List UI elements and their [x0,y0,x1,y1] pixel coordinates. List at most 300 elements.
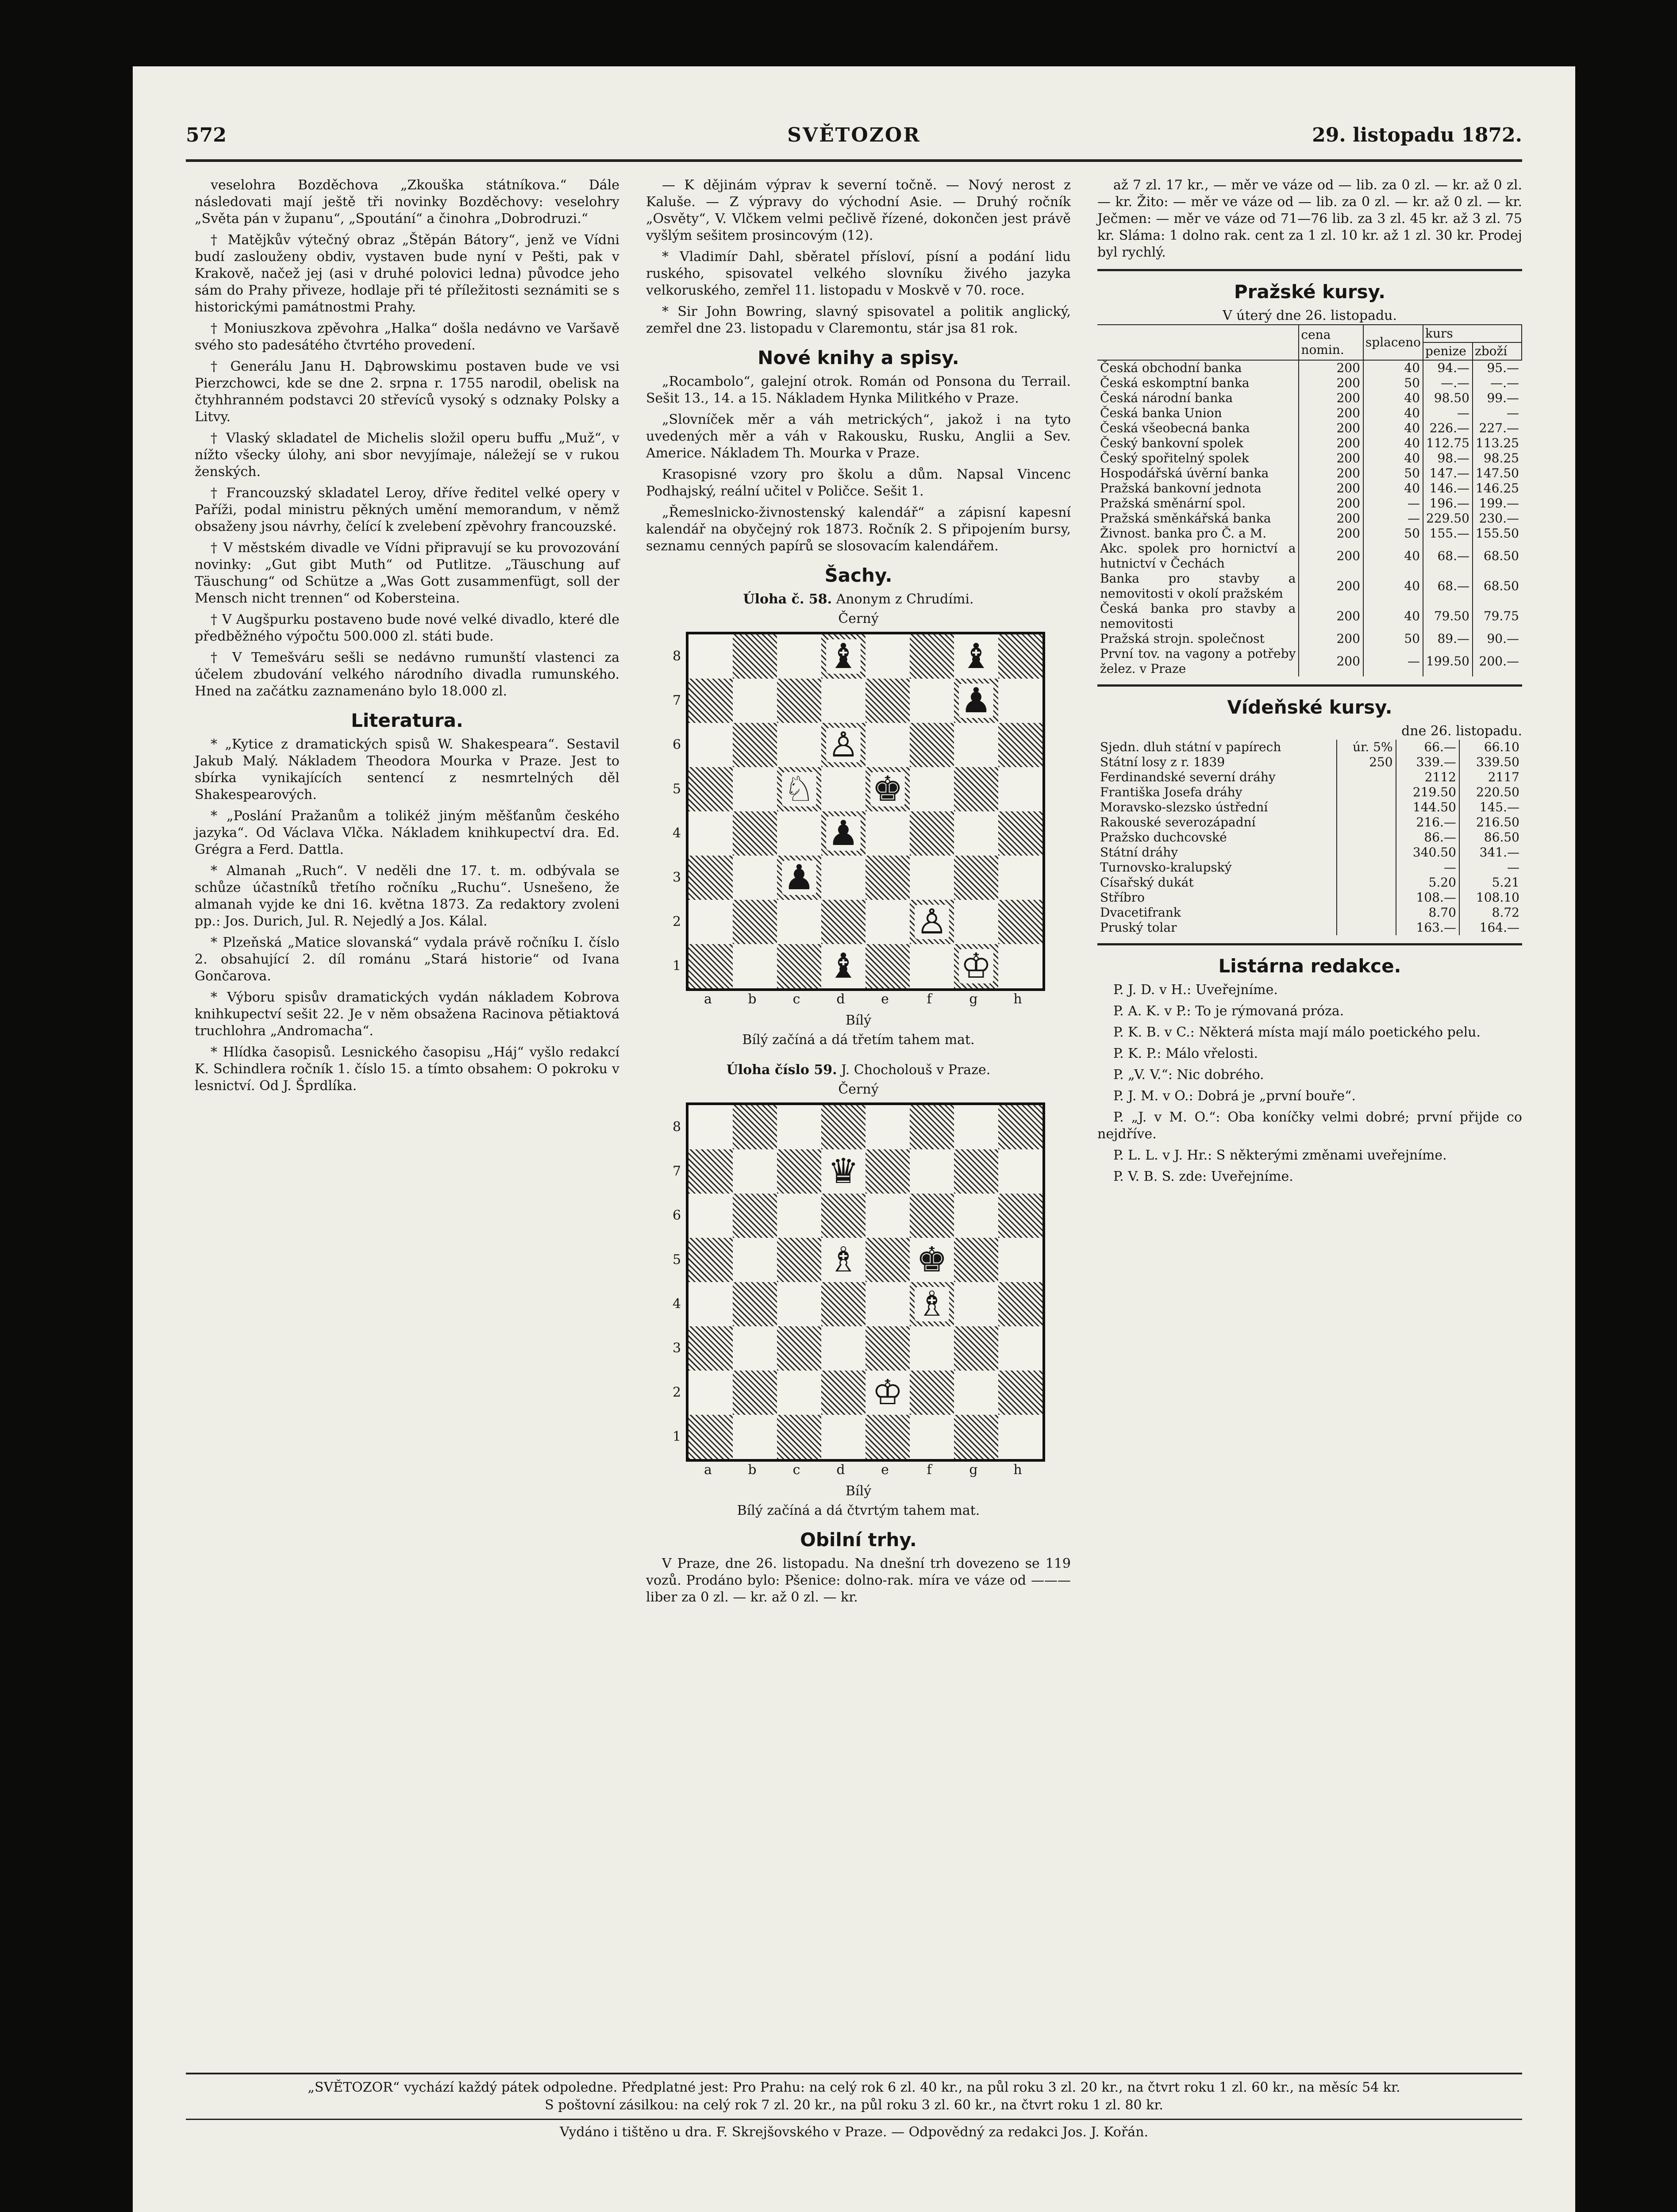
value-cell: 98.50 [1423,391,1473,406]
rank-label: 7 [673,1164,681,1179]
value-cell: 200 [1299,601,1363,631]
value-cell [1337,920,1396,935]
table-row [1097,770,1522,785]
board-square [688,767,733,811]
table-row [1097,360,1522,376]
table-row [1097,421,1522,436]
board-square [910,1194,954,1238]
board-square [910,856,954,900]
value-cell: 147.— [1423,466,1473,481]
value-cell: 200 [1299,451,1363,466]
value-cell: 50 [1363,631,1423,646]
board-square [910,679,954,723]
chess-problem-58-title: Úloha č. 58. Anonym z Chrudími. [743,591,974,607]
board-square [865,1194,910,1238]
security-name: Pruský tolar [1100,920,1177,935]
chess-board-58 [673,632,1044,1008]
value-cell: 98.25 [1473,451,1522,466]
value-cell: 250 [1337,755,1396,770]
page-footer [186,2073,1522,2141]
value-cell: 79.75 [1473,601,1522,631]
value-cell: 99.— [1473,391,1522,406]
rank-label: 3 [673,1340,681,1356]
table-row [1097,860,1522,875]
value-cell: úr. 5% [1337,740,1396,755]
value-cell: 108.10 [1459,890,1522,905]
board-square [821,900,865,944]
listarna-item: P. K. P.: Málo vřelosti. [1113,1046,1258,1061]
value-cell: 144.50 [1396,800,1459,815]
file-label: h [1013,991,1022,1007]
board-square [688,679,733,723]
value-cell: 98.— [1423,451,1473,466]
news-item: * Vladimír Dahl, sběratel přísloví, písní a podání lidu ruského, spisovatel velkého slovníku živého jazyka velkoruského, zemřel 11. listopadu v Moskvě v 70. roce. [646,249,1071,298]
value-cell [1337,785,1396,800]
news-item: † Moniuszkova zpěvohra „Halka“ došla nedávno ve Varšavě svého sto padesátého čtvrtého provedení. [195,321,619,353]
divider [1097,684,1522,687]
value-cell: 216.50 [1459,815,1522,830]
board-square [821,1194,865,1238]
board-square [910,1282,954,1326]
board-square [688,856,733,900]
page-number: 572 [186,124,227,146]
value-cell: 113.25 [1473,436,1522,451]
value-cell: 50 [1363,376,1423,391]
table-row [1097,406,1522,421]
table-row [1097,436,1522,451]
chess-piece: ♟ [826,816,861,851]
board-square [688,944,733,988]
board-square [954,900,998,944]
board-square [821,1415,865,1459]
board-square [688,1415,733,1459]
table-row [1097,920,1522,935]
chess-piece: ♙ [826,728,861,762]
rank-label: 6 [673,737,681,753]
listarna-item: P. „J. v M. O.“: Oba koníčky velmi dobré; první přijde co nejdříve. [1097,1110,1522,1142]
board-square [998,1282,1042,1326]
file-label: a [704,991,712,1007]
value-cell [1337,800,1396,815]
security-name: Dvacetifrank [1100,905,1181,920]
security-name: Pražská směnární spol. [1100,496,1246,511]
board-square [998,856,1042,900]
board-square [733,811,777,856]
board-square [910,1326,954,1371]
board-square [821,723,865,767]
file-label: f [927,1462,932,1478]
news-item: veselohra Bozděchova „Zkouška státníkova.“ Dále následovati mají ještě tři novinky Bozděchovy: veselohry „Světa pán v županu“, „Spoutání“ a činohra „Dobrodruzi.“ [195,177,619,227]
rank-label: 4 [673,1296,681,1312]
file-label: d [836,1462,845,1478]
board-square [865,900,910,944]
table-row [1097,646,1522,676]
board-square [954,1238,998,1282]
board-square [777,900,821,944]
chess-problem-note: Bílý začíná a dá čtvrtým tahem mat. [737,1503,980,1518]
rank-label: 5 [673,1252,681,1267]
board-square [777,1371,821,1415]
table-row [1097,511,1522,526]
section-title-literatura: Literatura. [351,710,463,731]
table-row [1097,905,1522,920]
value-cell: 8.70 [1396,905,1459,920]
table-row [1097,451,1522,466]
security-name: Živnost. banka pro Č. a M. [1100,526,1267,541]
board-square [998,900,1042,944]
value-cell: 86.— [1396,830,1459,845]
rank-label: 4 [673,826,681,841]
board-square [865,1105,910,1149]
value-cell: —.— [1423,376,1473,391]
table-row [1097,376,1522,391]
board-square [954,1149,998,1194]
value-cell: 199.— [1473,496,1522,511]
board-square [910,944,954,988]
value-cell: 200 [1299,511,1363,526]
board-square [821,1371,865,1415]
value-cell: 200 [1299,481,1363,496]
board-square [733,900,777,944]
value-cell: 68.50 [1473,571,1522,601]
board-square [954,1326,998,1371]
value-cell: 40 [1363,406,1423,421]
board-square [733,767,777,811]
board-square [910,811,954,856]
value-cell: 339.50 [1459,755,1522,770]
file-label: h [1013,1462,1022,1478]
value-cell: 200 [1299,631,1363,646]
value-cell: 200 [1299,496,1363,511]
board-square [733,1194,777,1238]
value-cell: 40 [1363,436,1423,451]
security-name: Česká obchodní banka [1100,361,1242,375]
security-name: Akc. spolek pro hornictví a hutnictví v Čechách [1100,541,1296,571]
rank-label: 1 [673,958,681,974]
board-square [954,767,998,811]
subscription-line: „SVĚTOZOR“ vychází každý pátek odpoledne. Předplatné jest: Pro Prahu: na celý rok 6 zl. 40 kr., na půl roku 3 zl. 20 kr., na čtvrt roku 1 zl. 60 kr., na měsíc 54 kr. [308,2080,1400,2095]
value-cell: 341.— [1459,845,1522,860]
value-cell: 226.— [1423,421,1473,436]
value-cell: 108.— [1396,890,1459,905]
board-square [998,944,1042,988]
prague-kursy-subtitle: V úterý dne 26. listopadu. [1222,308,1397,323]
book-item: „Slovníček měr a váh metrických“, jakož i na tyto uvedených měr a váh v Rakousku, Rusku, Anglii a Sev. Americe. Nákladem Th. Mourka v Praze. [646,412,1071,461]
file-label: d [836,991,845,1007]
chess-problem-note: Bílý začíná a dá třetím tahem mat. [742,1032,975,1048]
chess-piece: ♗ [915,1287,949,1321]
rank-label: 7 [673,693,681,708]
board-square [954,723,998,767]
board-square [821,767,865,811]
col-header: cena nomin. [1299,325,1363,360]
value-cell: 40 [1363,360,1423,376]
value-cell: — [1363,496,1423,511]
board-square [733,1105,777,1149]
chess-problem-59-title: Úloha číslo 59. J. Chocholouš v Praze. [726,1062,991,1078]
board-square [998,767,1042,811]
board-square [865,944,910,988]
value-cell: 200 [1299,571,1363,601]
value-cell: 200 [1299,646,1363,676]
literature-item: * Plzeňská „Matice slovanská“ vydala právě ročníku I. číslo 2. obsahující 2. díl románu „Stará historie“ od Ivana Gončarova. [195,935,619,984]
value-cell [1337,830,1396,845]
security-name: Ferdinandské severní dráhy [1100,770,1276,784]
board-square [998,811,1042,856]
column-1 [195,177,619,2044]
value-cell: 40 [1363,421,1423,436]
board-square [777,1149,821,1194]
literature-item: * Výboru spisův dramatických vydán nákladem Kobrova knihkupectví sešit 22. Je v něm obsažena Racinova pětiaktová truchlohra „Andromacha“. [195,990,619,1039]
value-cell: 196.— [1423,496,1473,511]
value-cell [1337,845,1396,860]
board-square [954,1282,998,1326]
board-square [865,811,910,856]
value-cell: — [1363,646,1423,676]
table-row [1097,601,1522,631]
newspaper-page [133,66,1575,2212]
board-square [821,1149,865,1194]
value-cell: 145.— [1459,800,1522,815]
table-row [1097,845,1522,860]
value-cell [1337,770,1396,785]
board-square [865,1415,910,1459]
table-row [1097,830,1522,845]
security-name: Česká banka Union [1100,406,1222,420]
board-square [688,900,733,944]
board-square [688,1326,733,1371]
board-square [733,1149,777,1194]
value-cell: 89.— [1423,631,1473,646]
value-cell: 40 [1363,571,1423,601]
board-square [821,634,865,679]
table-row [1097,541,1522,571]
board-square [777,1238,821,1282]
board-square [733,1415,777,1459]
board-square [777,634,821,679]
board-square [954,944,998,988]
security-name: Česká všeobecná banka [1100,421,1250,435]
value-cell: 68.50 [1473,541,1522,571]
board-square [998,1238,1042,1282]
board-square [998,1371,1042,1415]
value-cell: — [1363,511,1423,526]
value-cell: 66.— [1396,740,1459,755]
literature-item: * Almanah „Ruch“. V neděli dne 17. t. m. odbývala se schůze účastníků třetího ročníku „Ruchu“. Usnešeno, že almanah vyjde ke dni 16. května 1873. Za redaktory zvoleni pp.: Jos. Durich, Jul. R. Nejedlý a Jos. Kálal. [195,863,619,929]
news-item: † Matějkův výtečný obraz „Štěpán Bátory“, jenž ve Vídni budí zaslouženy obdiv, vystaven bude nyní v Pešti, pak v Krakově, načež jej (asi v druhé polovici ledna) původce jeho sám do Prahy přiveze, hodlaje při té příležitosti seznámiti se s historickými památnostmi Prahy. [195,232,619,315]
board-square [954,634,998,679]
board-square [954,811,998,856]
board-square [998,634,1042,679]
listarna-item: P. V. B. S. zde: Uveřejníme. [1113,1169,1293,1184]
table-row [1097,800,1522,815]
news-item: † V Augšpurku postaveno bude nové velké divadlo, které dle předběžného výpočtu 500.000 zl. státi bude. [195,612,619,644]
security-name: Česká eskomptní banka [1100,376,1250,390]
board-square [821,679,865,723]
news-item: † Vlaský skladatel de Michelis složil operu buffu „Muž“, v nížto všecky úlohy, ani sbor nevyjímaje, náležejí se v rukou ženských. [195,430,619,480]
board-square [998,1194,1042,1238]
board-square [910,1149,954,1194]
board-square [688,1149,733,1194]
chess-piece: ♚ [915,1243,949,1277]
news-item: † V Temešváru sešli se nedávno rumunští vlastenci za účelem zbudování velkého národního divadla rumunského. Hned na začátku zaznamenáno bylo 18.000 zl. [195,650,619,699]
value-cell: 200.— [1473,646,1522,676]
value-cell: 146.— [1423,481,1473,496]
file-label: f [927,991,932,1007]
board-square [910,634,954,679]
value-cell: 200 [1299,421,1363,436]
security-name: Státní dráhy [1100,845,1178,860]
divider [1097,943,1522,945]
value-cell: 230.— [1473,511,1522,526]
table-row [1097,526,1522,541]
value-cell: — [1396,860,1459,875]
table-row [1097,875,1522,890]
vienna-kursy-subtitle: dne 26. listopadu. [1401,723,1522,739]
value-cell [1337,905,1396,920]
literature-item: * „Kytice z dramatických spisů W. Shakespeara“. Sestavil Jakub Malý. Nákladem Theodora Mourka v Praze. Jest to sbírka vynikajících sentencí z nesmrtelných děl Shakespearových. [195,737,619,803]
chess-piece: ♘ [782,772,816,806]
literature-item: * „Poslání Pražanům a tolikéž jiným měšťanům českého jazyka“. Od Václava Vlčka. Nákladem knihkupectví dra. Ed. Grégra a Ferd. Dattla. [195,808,619,857]
value-cell: — [1423,406,1473,421]
board-bottom-label: Bílý [845,1483,872,1499]
value-cell: 146.25 [1473,481,1522,496]
board-square [733,679,777,723]
board-square [733,1282,777,1326]
col-header: splaceno [1363,325,1423,360]
value-cell: 86.50 [1459,830,1522,845]
board-square [733,634,777,679]
listarna-item: P. „V. V.“: Nic dobrého. [1113,1067,1264,1083]
value-cell: —.— [1473,376,1522,391]
board-square [954,856,998,900]
listarna-list [1097,982,1522,1185]
value-cell: 200 [1299,376,1363,391]
value-cell [1337,875,1396,890]
value-cell: 200 [1299,466,1363,481]
board-square [998,1326,1042,1371]
chess-piece: ♗ [826,1243,861,1277]
vienna-kursy-table [1097,740,1522,935]
news-list [195,177,619,700]
board-square [777,1326,821,1371]
vienna-kursy-title: Vídeňské kursy. [1227,696,1392,718]
value-cell: 200 [1299,391,1363,406]
security-name: Pražsko duchcovské [1100,830,1227,845]
value-cell [1337,860,1396,875]
file-label: c [792,1462,800,1478]
col-header: penize [1423,342,1473,360]
listarna-item: P. L. L. v J. Hr.: S některými změnami uveřejníme. [1113,1148,1447,1163]
board-square [777,1194,821,1238]
value-cell: 5.20 [1396,875,1459,890]
col-header: kurs [1423,325,1522,342]
issue-date: 29. listopadu 1872. [1312,124,1522,146]
rank-label: 1 [673,1429,681,1444]
table-row [1097,890,1522,905]
board-square [688,1282,733,1326]
value-cell [1337,890,1396,905]
board-square [910,1415,954,1459]
board-bottom-label: Bílý [845,1013,872,1028]
value-cell: 155.50 [1473,526,1522,541]
security-name: Hospodářská úvěrní banka [1100,466,1269,480]
value-cell: 50 [1363,466,1423,481]
board-square [688,1371,733,1415]
board-square [733,1371,777,1415]
security-name: Pražská bankovní jednota [1100,481,1262,495]
board-square [998,679,1042,723]
board-top-label: Černý [838,611,879,626]
security-name: Moravsko-slezsko ústřední [1100,800,1268,814]
board-square [910,767,954,811]
board-square [998,1105,1042,1149]
news-list [646,177,1071,337]
board-square [954,1415,998,1459]
file-label: g [969,991,978,1007]
board-square [954,1105,998,1149]
security-name: Česká banka pro stavby a nemovitosti [1100,601,1296,631]
value-cell: 5.21 [1459,875,1522,890]
value-cell: 2117 [1459,770,1522,785]
col-header: zboží [1473,342,1522,360]
board-square [954,1371,998,1415]
security-name: Císařský dukát [1100,875,1194,890]
rank-label: 3 [673,870,681,885]
divider [1097,269,1522,271]
value-cell: 227.— [1473,421,1522,436]
board-square [777,811,821,856]
chess-piece: ♔ [959,949,993,983]
board-square [688,1194,733,1238]
value-cell: 200 [1299,406,1363,421]
chess-piece: ♛ [826,1154,861,1189]
board-square [865,856,910,900]
value-cell: 200 [1299,526,1363,541]
table-row [1097,785,1522,800]
value-cell: 66.10 [1459,740,1522,755]
board-square [998,1149,1042,1194]
security-name: Český bankovní spolek [1100,436,1243,450]
security-name: Františka Josefa dráhy [1100,785,1242,799]
value-cell: 216.— [1396,815,1459,830]
value-cell: 79.50 [1423,601,1473,631]
value-cell: 155.— [1423,526,1473,541]
board-square [821,1282,865,1326]
section-title-books: Nové knihy a spisy. [758,347,959,369]
value-cell: 40 [1363,481,1423,496]
value-cell: 94.— [1423,360,1473,376]
board-square [821,1326,865,1371]
news-item: † Francouzský skladatel Leroy, dříve ředitel velké opery v Paříži, podal ministru pěkných umění memorandum, v němž obsaženy jsou návrhy, čelící k zvelebení zpěvohry francouzské. [195,485,619,534]
value-cell: 112.75 [1423,436,1473,451]
table-row [1097,391,1522,406]
literature-list [195,736,619,1094]
board-square [910,1371,954,1415]
board-square [821,811,865,856]
rank-label: 2 [673,1385,681,1400]
value-cell: 40 [1363,541,1423,571]
file-label: b [748,991,757,1007]
value-cell: 339.— [1396,755,1459,770]
board-square [777,1105,821,1149]
market-report: V Praze, dne 26. listopadu. Na dnešní trh dovezeno se 119 vozů. Prodáno bylo: Pšenice: dolno-rak. míra ve váze od ——— liber za 0 zl. — kr. až 0 zl. — kr. [646,1556,1071,1605]
board-square [821,944,865,988]
board-square [688,811,733,856]
value-cell: 40 [1363,451,1423,466]
security-name: Stříbro [1100,890,1145,905]
table-row [1097,481,1522,496]
